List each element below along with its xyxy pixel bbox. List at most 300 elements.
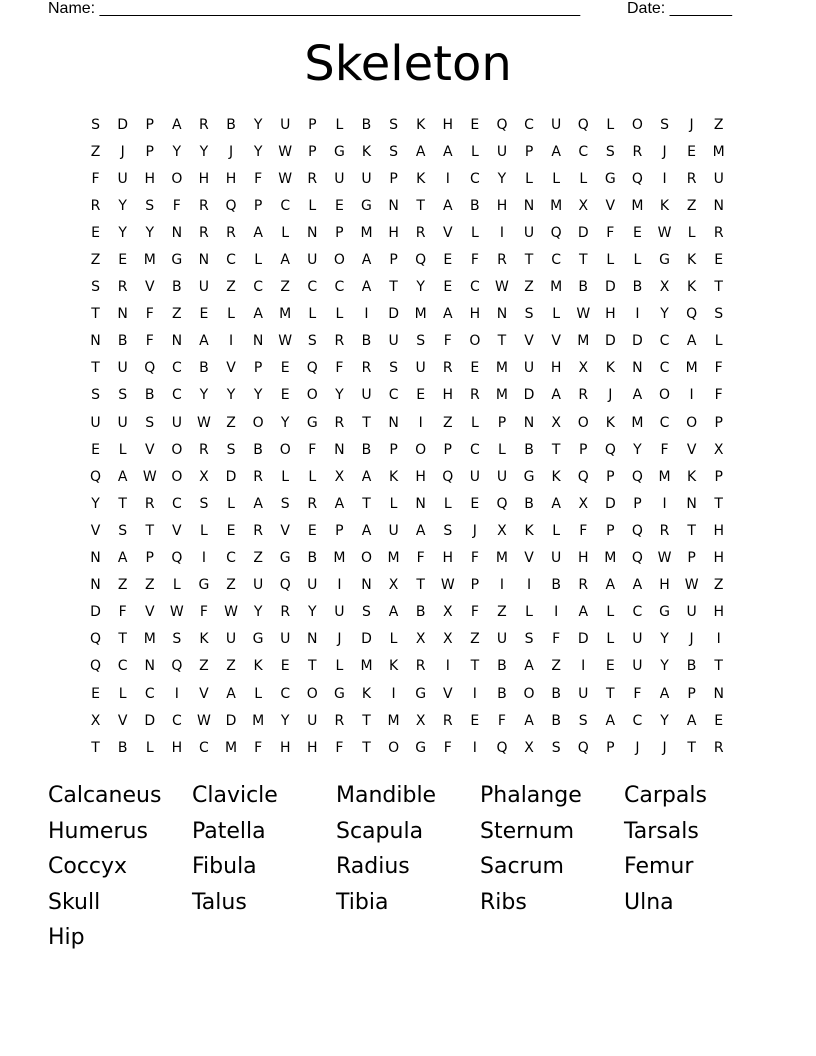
grid-letter: Z xyxy=(686,197,697,214)
grid-letter: M xyxy=(224,739,238,756)
grid-row xyxy=(82,707,742,734)
grid-letter: B xyxy=(415,604,426,621)
word-list-item: Tibia xyxy=(336,889,389,915)
grid-letter: S xyxy=(145,414,155,431)
grid-letter: U xyxy=(307,577,318,594)
grid-letter: I xyxy=(554,604,559,621)
grid-row xyxy=(82,599,742,626)
grid-letter: G xyxy=(659,604,670,621)
grid-letter: D xyxy=(604,279,616,296)
grid-letter: Z xyxy=(470,631,480,648)
grid-letter: N xyxy=(334,441,345,458)
grid-letter: R xyxy=(334,333,345,350)
grid-letter: H xyxy=(713,604,724,621)
grid-letter: U xyxy=(469,468,480,485)
grid-letter: V xyxy=(117,712,128,729)
grid-letter: P xyxy=(497,414,507,431)
grid-letter: D xyxy=(604,333,616,350)
grid-letter: T xyxy=(118,495,127,512)
grid-letter: M xyxy=(360,224,373,241)
grid-letter: Q xyxy=(577,739,589,756)
grid-letter: B xyxy=(551,685,561,702)
grid-letter: I xyxy=(499,577,505,594)
grid-letter: Z xyxy=(497,604,507,621)
grid-letter: L xyxy=(687,224,696,241)
word-list xyxy=(48,778,768,956)
grid-letter: P xyxy=(308,143,317,160)
grid-letter: U xyxy=(361,387,372,404)
grid-letter: C xyxy=(280,685,291,702)
grid-letter: U xyxy=(334,604,345,621)
grid-letter: U xyxy=(632,631,643,648)
grid-letter: C xyxy=(171,712,182,729)
grid-letter: L xyxy=(470,414,479,431)
grid-letter: L xyxy=(308,306,317,323)
grid-letter: P xyxy=(633,495,642,512)
grid-letter: J xyxy=(120,143,125,160)
word-list-item: Scapula xyxy=(336,818,424,844)
grid-letter: T xyxy=(389,279,398,296)
grid-letter: D xyxy=(523,387,535,404)
grid-letter: L xyxy=(525,170,533,187)
grid-letter: Q xyxy=(496,495,508,512)
grid-letter: X xyxy=(442,604,453,621)
grid-letter: O xyxy=(306,387,318,404)
grid-letter: L xyxy=(470,143,479,160)
grid-letter: U xyxy=(225,631,237,648)
grid-letter: N xyxy=(90,550,101,567)
grid-letter: P xyxy=(524,143,534,160)
grid-letter: Q xyxy=(496,116,508,133)
grid-letter: J xyxy=(662,739,667,756)
letter-grid xyxy=(82,111,742,761)
grid-letter: H xyxy=(388,224,399,241)
grid-letter: B xyxy=(361,441,372,458)
grid-letter: S xyxy=(389,143,399,160)
grid-letter: T xyxy=(416,577,425,594)
grid-letter: U xyxy=(523,360,535,377)
grid-letter: T xyxy=(578,252,588,269)
grid-letter: E xyxy=(91,224,100,241)
grid-letter: A xyxy=(524,712,534,729)
grid-letter: W xyxy=(495,279,509,296)
grid-letter: Q xyxy=(496,739,508,756)
grid-letter: B xyxy=(551,577,561,594)
grid-letter: B xyxy=(172,279,182,296)
grid-row xyxy=(82,572,742,599)
grid-letter: V xyxy=(144,441,155,458)
grid-letter: H xyxy=(659,577,670,594)
word-list-item: Carpals xyxy=(624,783,707,808)
grid-letter: H xyxy=(442,387,454,404)
grid-letter: O xyxy=(686,414,698,431)
grid-letter: D xyxy=(90,604,101,621)
grid-letter: M xyxy=(604,550,617,567)
grid-letter: R xyxy=(442,360,453,377)
grid-letter: H xyxy=(198,170,210,187)
grid-letter: R xyxy=(415,224,426,241)
word-list-item: Mandible xyxy=(336,783,437,808)
word-list-item: Ulna xyxy=(624,889,674,915)
grid-letter: R xyxy=(469,387,480,404)
grid-letter: A xyxy=(199,333,209,350)
grid-letter: K xyxy=(388,658,399,675)
grid-letter: L xyxy=(498,441,506,458)
grid-letter: S xyxy=(91,387,100,404)
grid-letter: M xyxy=(631,197,644,214)
grid-row xyxy=(82,328,742,355)
grid-letter: G xyxy=(333,143,345,160)
grid-letter: T xyxy=(362,712,371,729)
grid-letter: S xyxy=(145,197,155,214)
grid-letter: W xyxy=(197,712,211,729)
grid-letter: G xyxy=(415,739,427,756)
grid-letter: G xyxy=(171,252,183,269)
grid-letter: X xyxy=(388,577,399,594)
grid-letter: L xyxy=(254,685,263,702)
grid-letter: M xyxy=(143,252,156,269)
grid-letter: I xyxy=(445,658,450,675)
grid-letter: R xyxy=(199,197,209,214)
grid-letter: U xyxy=(496,631,508,648)
grid-letter: U xyxy=(686,604,697,621)
grid-letter: L xyxy=(552,522,561,539)
grid-letter: G xyxy=(361,197,372,214)
grid-letter: X xyxy=(551,414,561,431)
grid-letter: C xyxy=(171,360,182,377)
word-list-item: Radius xyxy=(336,854,410,879)
grid-letter: R xyxy=(497,252,507,269)
grid-letter: M xyxy=(360,658,373,675)
grid-letter: R xyxy=(578,387,589,404)
grid-letter: L xyxy=(308,468,317,485)
grid-letter: X xyxy=(578,495,589,512)
grid-letter: N xyxy=(388,197,399,214)
grid-letter: Q xyxy=(577,116,589,133)
grid-letter: V xyxy=(442,685,453,702)
grid-letter: O xyxy=(171,170,183,187)
grid-letter: G xyxy=(306,414,318,431)
grid-letter: A xyxy=(117,550,128,567)
grid-letter: S xyxy=(118,387,128,404)
grid-letter: H xyxy=(469,306,481,323)
grid-letter: L xyxy=(227,306,235,323)
grid-letter: A xyxy=(253,495,263,512)
grid-letter: W xyxy=(224,604,238,621)
grid-letter: S xyxy=(118,522,128,539)
grid-letter: Y xyxy=(633,441,642,458)
grid-letter: L xyxy=(308,197,317,214)
grid-letter: S xyxy=(389,116,399,133)
grid-letter: E xyxy=(307,522,317,539)
grid-letter: P xyxy=(253,360,263,377)
grid-letter: B xyxy=(497,685,507,702)
grid-letter: U xyxy=(551,550,562,567)
grid-letter: Q xyxy=(225,197,237,214)
grid-letter: Q xyxy=(306,360,318,377)
grid-row xyxy=(82,246,742,273)
grid-letter: I xyxy=(418,414,423,431)
grid-letter: H xyxy=(144,170,155,187)
grid-letter: T xyxy=(91,360,100,377)
grid-letter: G xyxy=(523,468,535,485)
word-list-item: Femur xyxy=(624,854,694,879)
grid-letter: A xyxy=(442,306,453,323)
grid-letter: C xyxy=(199,739,209,756)
grid-letter: N xyxy=(171,224,183,241)
grid-letter: D xyxy=(361,631,372,648)
grid-letter: Z xyxy=(280,279,290,296)
grid-letter: E xyxy=(280,387,290,404)
grid-letter: C xyxy=(659,414,670,431)
grid-letter: E xyxy=(91,685,100,702)
grid-letter: N xyxy=(632,360,643,377)
grid-letter: W xyxy=(278,333,293,350)
grid-letter: S xyxy=(199,495,209,512)
grid-letter: U xyxy=(280,116,291,133)
grid-letter: I xyxy=(201,550,206,567)
word-list-item: Clavicle xyxy=(192,783,278,808)
grid-letter: U xyxy=(117,414,128,431)
grid-letter: Y xyxy=(199,387,209,404)
grid-letter: R xyxy=(578,577,589,594)
grid-letter: G xyxy=(279,550,291,567)
grid-letter: J xyxy=(337,631,342,648)
grid-letter: K xyxy=(605,360,615,377)
grid-letter: X xyxy=(415,712,426,729)
grid-row xyxy=(82,490,742,517)
grid-letter: N xyxy=(307,224,318,241)
grid-letter: V xyxy=(524,333,534,350)
grid-letter: L xyxy=(254,252,263,269)
grid-letter: C xyxy=(632,712,643,729)
grid-letter: B xyxy=(361,333,372,350)
grid-letter: D xyxy=(604,495,616,512)
grid-letter: L xyxy=(606,252,615,269)
grid-row xyxy=(82,734,742,761)
grid-letter: A xyxy=(361,252,372,269)
grid-letter: R xyxy=(442,712,453,729)
grid-letter: F xyxy=(335,360,344,377)
grid-letter: W xyxy=(576,306,591,323)
grid-letter: R xyxy=(659,522,670,539)
grid-letter: R xyxy=(686,170,697,187)
grid-letter: T xyxy=(362,414,371,431)
grid-letter: R xyxy=(199,441,209,458)
grid-letter: Y xyxy=(660,658,669,675)
grid-letter: A xyxy=(632,387,643,404)
grid-letter: F xyxy=(172,197,181,214)
grid-letter: C xyxy=(388,387,399,404)
grid-letter: L xyxy=(200,522,208,539)
grid-letter: K xyxy=(687,279,697,296)
grid-letter: A xyxy=(334,495,345,512)
grid-letter: C xyxy=(578,143,589,160)
grid-letter: F xyxy=(91,170,100,187)
grid-letter: D xyxy=(117,116,129,133)
grid-letter: A xyxy=(632,577,643,594)
grid-letter: E xyxy=(714,252,724,269)
grid-letter: N xyxy=(307,631,318,648)
grid-letter: Y xyxy=(91,495,100,512)
grid-letter: Y xyxy=(497,170,507,187)
grid-letter: Q xyxy=(631,550,643,567)
grid-letter: Y xyxy=(253,387,263,404)
grid-letter: M xyxy=(414,306,427,323)
grid-row xyxy=(82,626,742,653)
grid-letter: S xyxy=(605,143,615,160)
grid-letter: J xyxy=(635,739,640,756)
grid-letter: N xyxy=(144,658,155,675)
grid-letter: O xyxy=(333,252,345,269)
grid-letter: I xyxy=(472,685,477,702)
grid-letter: Z xyxy=(226,414,236,431)
grid-row xyxy=(82,517,742,544)
grid-letter: L xyxy=(335,306,344,323)
grid-letter: N xyxy=(686,495,697,512)
grid-letter: P xyxy=(145,116,154,133)
grid-letter: N xyxy=(90,333,101,350)
grid-row xyxy=(82,355,742,382)
grid-letter: T xyxy=(714,658,723,675)
word-list-item: Patella xyxy=(192,818,266,844)
grid-letter: T xyxy=(606,685,615,702)
grid-letter: P xyxy=(714,414,723,431)
grid-letter: R xyxy=(199,116,209,133)
grid-letter: E xyxy=(470,116,480,133)
grid-letter: V xyxy=(686,441,697,458)
grid-letter: Z xyxy=(90,143,101,160)
grid-letter: W xyxy=(657,224,672,241)
grid-letter: B xyxy=(497,658,507,675)
grid-row xyxy=(82,409,742,436)
grid-letter: J xyxy=(228,143,234,160)
grid-letter: H xyxy=(605,306,616,323)
grid-letter: W xyxy=(278,170,293,187)
grid-letter: B xyxy=(470,197,480,214)
grid-letter: O xyxy=(388,739,400,756)
grid-letter: O xyxy=(171,468,183,485)
grid-letter: M xyxy=(143,631,156,648)
grid-letter: C xyxy=(551,252,562,269)
grid-letter: Z xyxy=(117,577,128,594)
grid-letter: N xyxy=(388,414,399,431)
grid-letter: T xyxy=(91,306,100,323)
grid-letter: X xyxy=(659,279,670,296)
grid-letter: U xyxy=(415,360,426,377)
grid-letter: G xyxy=(198,577,210,594)
grid-letter: R xyxy=(713,224,724,241)
grid-letter: Z xyxy=(524,279,534,296)
grid-row xyxy=(82,274,742,301)
grid-letter: U xyxy=(496,468,508,485)
grid-letter: Y xyxy=(226,387,236,404)
grid-letter: B xyxy=(686,658,697,675)
grid-letter: M xyxy=(387,550,400,567)
grid-letter: V xyxy=(524,550,534,567)
grid-letter: H xyxy=(442,550,454,567)
grid-row xyxy=(82,382,742,409)
grid-letter: T xyxy=(524,252,534,269)
grid-letter: A xyxy=(551,387,561,404)
grid-letter: I xyxy=(472,739,477,756)
grid-row xyxy=(82,301,742,328)
grid-letter: P xyxy=(389,441,398,458)
grid-row xyxy=(82,138,742,165)
word-list-item: Fibula xyxy=(192,854,257,879)
grid-letter: Q xyxy=(604,441,616,458)
grid-letter: S xyxy=(660,116,669,133)
grid-letter: L xyxy=(633,252,642,269)
grid-letter: H xyxy=(171,739,183,756)
grid-letter: L xyxy=(335,658,344,675)
grid-letter: R xyxy=(415,658,426,675)
grid-letter: U xyxy=(713,170,724,187)
grid-letter: S xyxy=(91,279,100,296)
grid-letter: A xyxy=(605,712,616,729)
grid-letter: R xyxy=(253,468,263,485)
grid-letter: E xyxy=(714,712,724,729)
word-list-item: Humerus xyxy=(48,818,148,844)
grid-letter: M xyxy=(333,550,346,567)
grid-letter: B xyxy=(226,116,236,133)
grid-letter: G xyxy=(659,252,670,269)
grid-letter: L xyxy=(118,441,127,458)
grid-letter: R xyxy=(632,143,643,160)
grid-letter: F xyxy=(254,170,263,187)
grid-letter: Z xyxy=(551,658,561,675)
grid-row xyxy=(82,219,742,246)
grid-letter: L xyxy=(606,116,615,133)
grid-letter: A xyxy=(686,712,697,729)
grid-letter: C xyxy=(632,604,643,621)
grid-letter: L xyxy=(579,170,588,187)
grid-letter: S xyxy=(389,360,399,377)
grid-letter: S xyxy=(551,739,561,756)
grid-letter: H xyxy=(496,197,508,214)
grid-letter: P xyxy=(389,170,398,187)
grid-letter: U xyxy=(117,170,128,187)
grid-letter: I xyxy=(337,577,342,594)
grid-letter: F xyxy=(579,522,588,539)
grid-letter: X xyxy=(578,197,589,214)
grid-letter: J xyxy=(689,631,694,648)
grid-row xyxy=(82,165,742,192)
grid-letter: Y xyxy=(660,631,669,648)
grid-letter: T xyxy=(497,333,507,350)
grid-letter: U xyxy=(117,360,128,377)
grid-letter: N xyxy=(496,306,508,323)
grid-letter: R xyxy=(334,414,345,431)
grid-letter: P xyxy=(714,468,723,485)
word-list-item: Sacrum xyxy=(480,854,564,879)
grid-letter: K xyxy=(687,252,697,269)
grid-letter: X xyxy=(524,739,534,756)
grid-letter: T xyxy=(714,279,723,296)
grid-letter: J xyxy=(608,387,613,404)
grid-letter: A xyxy=(117,468,128,485)
grid-letter: L xyxy=(389,495,398,512)
grid-letter: F xyxy=(335,739,344,756)
grid-letter: C xyxy=(226,252,236,269)
grid-letter: L xyxy=(281,468,290,485)
grid-letter: E xyxy=(118,252,128,269)
grid-letter: A xyxy=(442,143,453,160)
grid-letter: O xyxy=(360,550,372,567)
grid-letter: F xyxy=(308,441,317,458)
grid-letter: Q xyxy=(577,468,589,485)
grid-letter: A xyxy=(578,604,589,621)
